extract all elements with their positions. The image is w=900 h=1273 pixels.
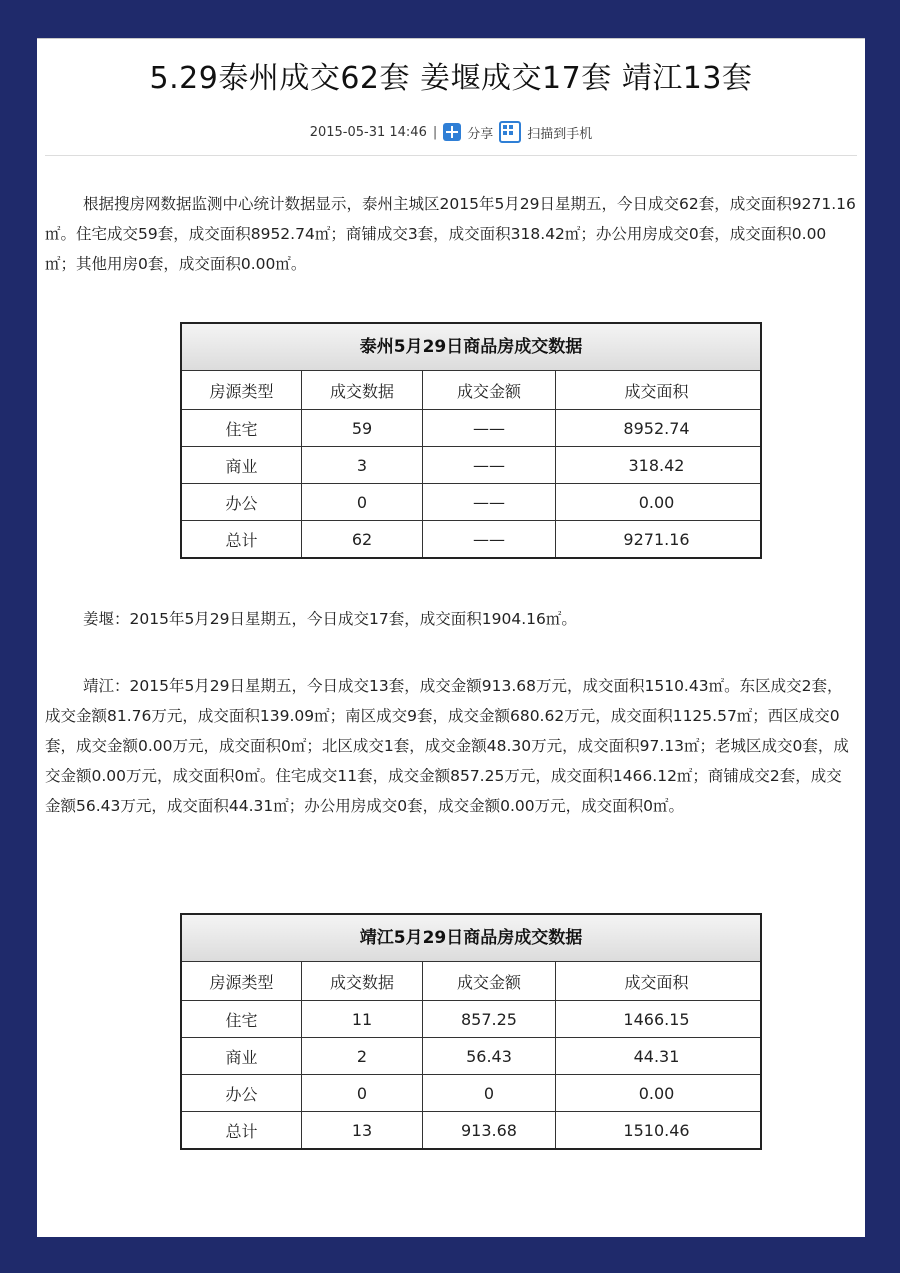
table-cell: 318.42	[555, 447, 757, 483]
taizhou-table	[180, 322, 762, 559]
table-header-row	[182, 371, 760, 409]
table-row	[182, 409, 760, 446]
qr-code-icon[interactable]	[499, 121, 521, 143]
table-cell: 0.00	[555, 1075, 757, 1111]
table-cell: 1466.15	[555, 1001, 757, 1037]
table-cell: 办公	[225, 1084, 258, 1104]
table-cell: 913.68	[422, 1112, 555, 1148]
table-cell: ——	[422, 447, 555, 483]
meta-separator: |	[432, 124, 438, 140]
table-cell: 59	[301, 410, 422, 446]
paragraph-jiangyan: 姜堰：2015年5月29日星期五，今日成交17套，成交面积1904.16㎡。	[83, 610, 577, 628]
table-cell: 11	[301, 1001, 422, 1037]
column-header: 成交数据	[301, 371, 422, 409]
table-title: 靖江5月29日商品房成交数据	[182, 915, 760, 962]
column-header: 成交面积	[555, 371, 757, 409]
table-cell: ——	[422, 484, 555, 520]
article-title: 5.29泰州成交62套 姜堰成交17套 靖江13套	[149, 61, 753, 96]
column-header: 成交金额	[422, 371, 555, 409]
table-cell: 3	[301, 447, 422, 483]
table-row-total	[182, 520, 760, 557]
header-divider	[45, 155, 857, 156]
table-cell: 13	[301, 1112, 422, 1148]
table-cell: 9271.16	[555, 521, 757, 557]
table-cell: 1510.46	[555, 1112, 757, 1148]
column-header: 成交金额	[422, 962, 555, 1000]
table-row	[182, 1000, 760, 1037]
table-cell: 0	[301, 1075, 422, 1111]
table-cell: ——	[422, 410, 555, 446]
table-cell: 住宅	[225, 1010, 258, 1030]
table-row	[182, 446, 760, 483]
column-header: 成交面积	[555, 962, 757, 1000]
publish-date: 2015-05-31 14:46	[309, 124, 427, 140]
article-meta	[37, 121, 865, 143]
table-row	[182, 483, 760, 520]
table-cell: 商业	[225, 456, 258, 476]
column-header: 成交数据	[301, 962, 422, 1000]
table-cell: 857.25	[422, 1001, 555, 1037]
column-header: 房源类型	[209, 972, 274, 992]
table-cell: 62	[301, 521, 422, 557]
table-row	[182, 1074, 760, 1111]
table-cell: 总计	[225, 530, 258, 550]
table-row	[182, 1037, 760, 1074]
scan-to-phone-link[interactable]: 扫描到手机	[527, 126, 593, 142]
table-row-total	[182, 1111, 760, 1148]
column-header: 房源类型	[209, 381, 274, 401]
table-cell: 2	[301, 1038, 422, 1074]
table-title: 泰州5月29日商品房成交数据	[182, 324, 760, 371]
article-page	[37, 38, 865, 1237]
table-cell: 8952.74	[555, 410, 757, 446]
paragraph-jingjiang: 靖江：2015年5月29日星期五，今日成交13套，成交金额913.68万元，成交面积1510.43㎡。东区成交2套，成交金额81.76万元，成交面积139.09㎡；南区成交9套，成交金额680.62万元，成交面积1125.57㎡；西区成交0套，成交金额0.00万元，成交面积0㎡；北区成交1套，成交金额48.30万元，成交面积97.13㎡；老城区成交0套，成交金额0.00万元，成交面积0㎡。住宅成交11套，成交金额857.25万元，成交面积1466.12㎡；商铺成交2套，成交金额56.43万元，成交面积44.31㎡；办公用房成交0套，成交金额0.00万元，成交面积0㎡。	[45, 677, 849, 815]
table-cell: 56.43	[422, 1038, 555, 1074]
table-cell: 0	[301, 484, 422, 520]
share-link[interactable]: 分享	[467, 126, 494, 142]
share-icon[interactable]	[443, 123, 461, 141]
table-cell: ——	[422, 521, 555, 557]
table-cell: 住宅	[225, 419, 258, 439]
table-header-row	[182, 962, 760, 1000]
table-cell: 0.00	[555, 484, 757, 520]
table-cell: 总计	[225, 1121, 258, 1141]
paragraph-taizhou: 根据搜房网数据监测中心统计数据显示，泰州主城区2015年5月29日星期五，今日成交62套，成交面积9271.16㎡。住宅成交59套，成交面积8952.74㎡；商铺成交3套，成交面积318.42㎡；办公用房成交0套，成交面积0.00㎡；其他用房0套，成交面积0.00㎡。	[45, 195, 856, 273]
jingjiang-table	[180, 913, 762, 1150]
table-cell: 44.31	[555, 1038, 757, 1074]
table-cell: 商业	[225, 1047, 258, 1067]
table-cell: 0	[422, 1075, 555, 1111]
table-cell: 办公	[225, 493, 258, 513]
